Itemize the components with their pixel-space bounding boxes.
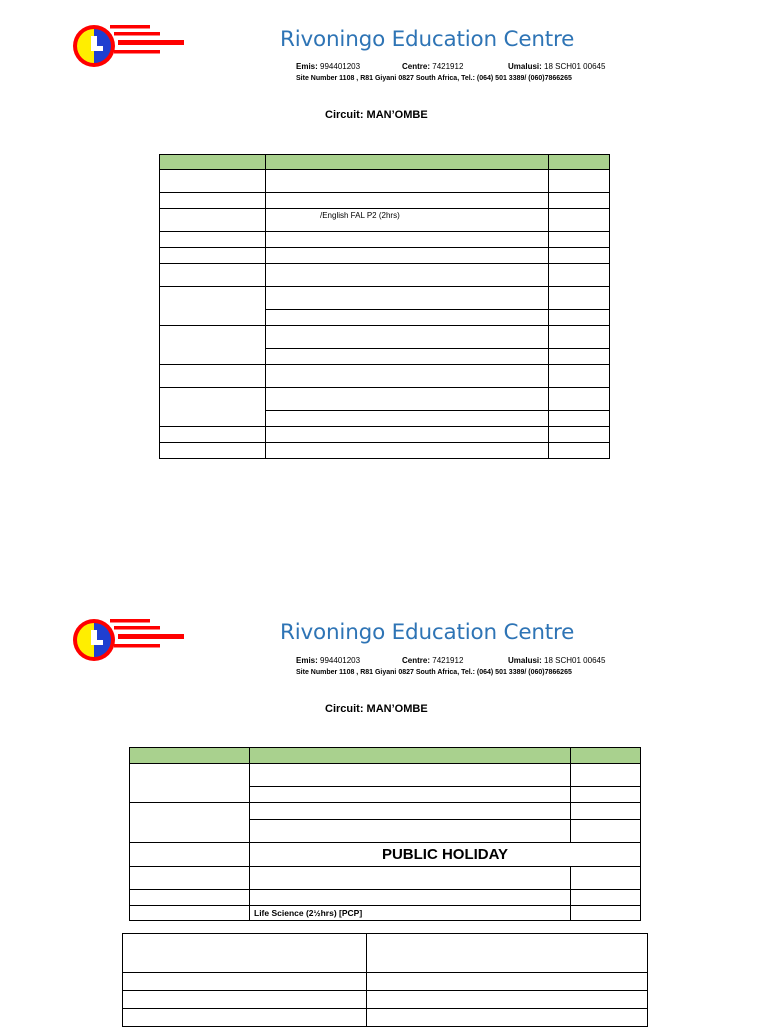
school-name: Rivoningo Education Centre [280, 27, 575, 52]
emis-info [296, 62, 360, 71]
table-row [130, 906, 641, 921]
table-row [160, 326, 610, 349]
circuit-label: Circuit: MAN’OMBE [325, 109, 428, 121]
table-row [130, 890, 641, 906]
subject-cell: /English FAL P2 (2hrs) [266, 209, 549, 232]
logo-speed-lines [110, 619, 184, 648]
table-row [160, 170, 610, 193]
table-row [130, 843, 641, 867]
school-logo [70, 22, 185, 74]
public-holiday-cell: PUBLIC HOLIDAY [250, 843, 641, 867]
umalusi-label: Umalusi: [508, 656, 542, 665]
centre-label: Centre: [402, 62, 431, 71]
exam-timetable-2 [129, 747, 641, 921]
emis-value: 994401203 [320, 656, 361, 665]
table-row [160, 388, 610, 411]
table-row [130, 867, 641, 890]
emis-value: 994401203 [320, 62, 361, 71]
centre-value: 7421912 [432, 62, 464, 71]
table-row [160, 232, 610, 248]
centre-label: Centre: [402, 656, 431, 665]
exam-timetable-1 [159, 154, 610, 459]
logo-speed-lines [110, 25, 184, 54]
school-logo [70, 616, 185, 668]
table-row [160, 443, 610, 459]
subject-cell: Life Science (2½hrs) [PCP] [250, 906, 571, 921]
umalusi-info [508, 656, 605, 665]
centre-info [402, 656, 463, 665]
table-row [123, 973, 648, 991]
table-row [123, 934, 648, 973]
school-name: Rivoningo Education Centre [280, 620, 575, 645]
table-header-row [160, 155, 610, 170]
table-header-row [130, 748, 641, 764]
table-row [160, 193, 610, 209]
table-row [160, 264, 610, 287]
school-address: Site Number 1108 , R81 Giyani 0827 South Africa, Tel.: (064) 501 3389/ (060)7866265 [296, 669, 572, 676]
table-row [160, 427, 610, 443]
school-address: Site Number 1108 , R81 Giyani 0827 South Africa, Tel.: (064) 501 3389/ (060)7866265 [296, 75, 572, 82]
table-row [160, 287, 610, 310]
table-row [160, 365, 610, 388]
emis-label: Emis: [296, 656, 318, 665]
circuit-label: Circuit: MAN’OMBE [325, 703, 428, 715]
emis-info [296, 656, 360, 665]
umalusi-value: 18 SCH01 00645 [544, 656, 606, 665]
table-row [160, 248, 610, 264]
centre-info [402, 62, 463, 71]
table-row [130, 803, 641, 820]
table-row [160, 209, 610, 232]
umalusi-value: 18 SCH01 00645 [544, 62, 606, 71]
umalusi-info [508, 62, 605, 71]
emis-label: Emis: [296, 62, 318, 71]
table-row [123, 991, 648, 1009]
signature-table [122, 933, 648, 1027]
table-row [130, 764, 641, 787]
umalusi-label: Umalusi: [508, 62, 542, 71]
centre-value: 7421912 [432, 656, 464, 665]
